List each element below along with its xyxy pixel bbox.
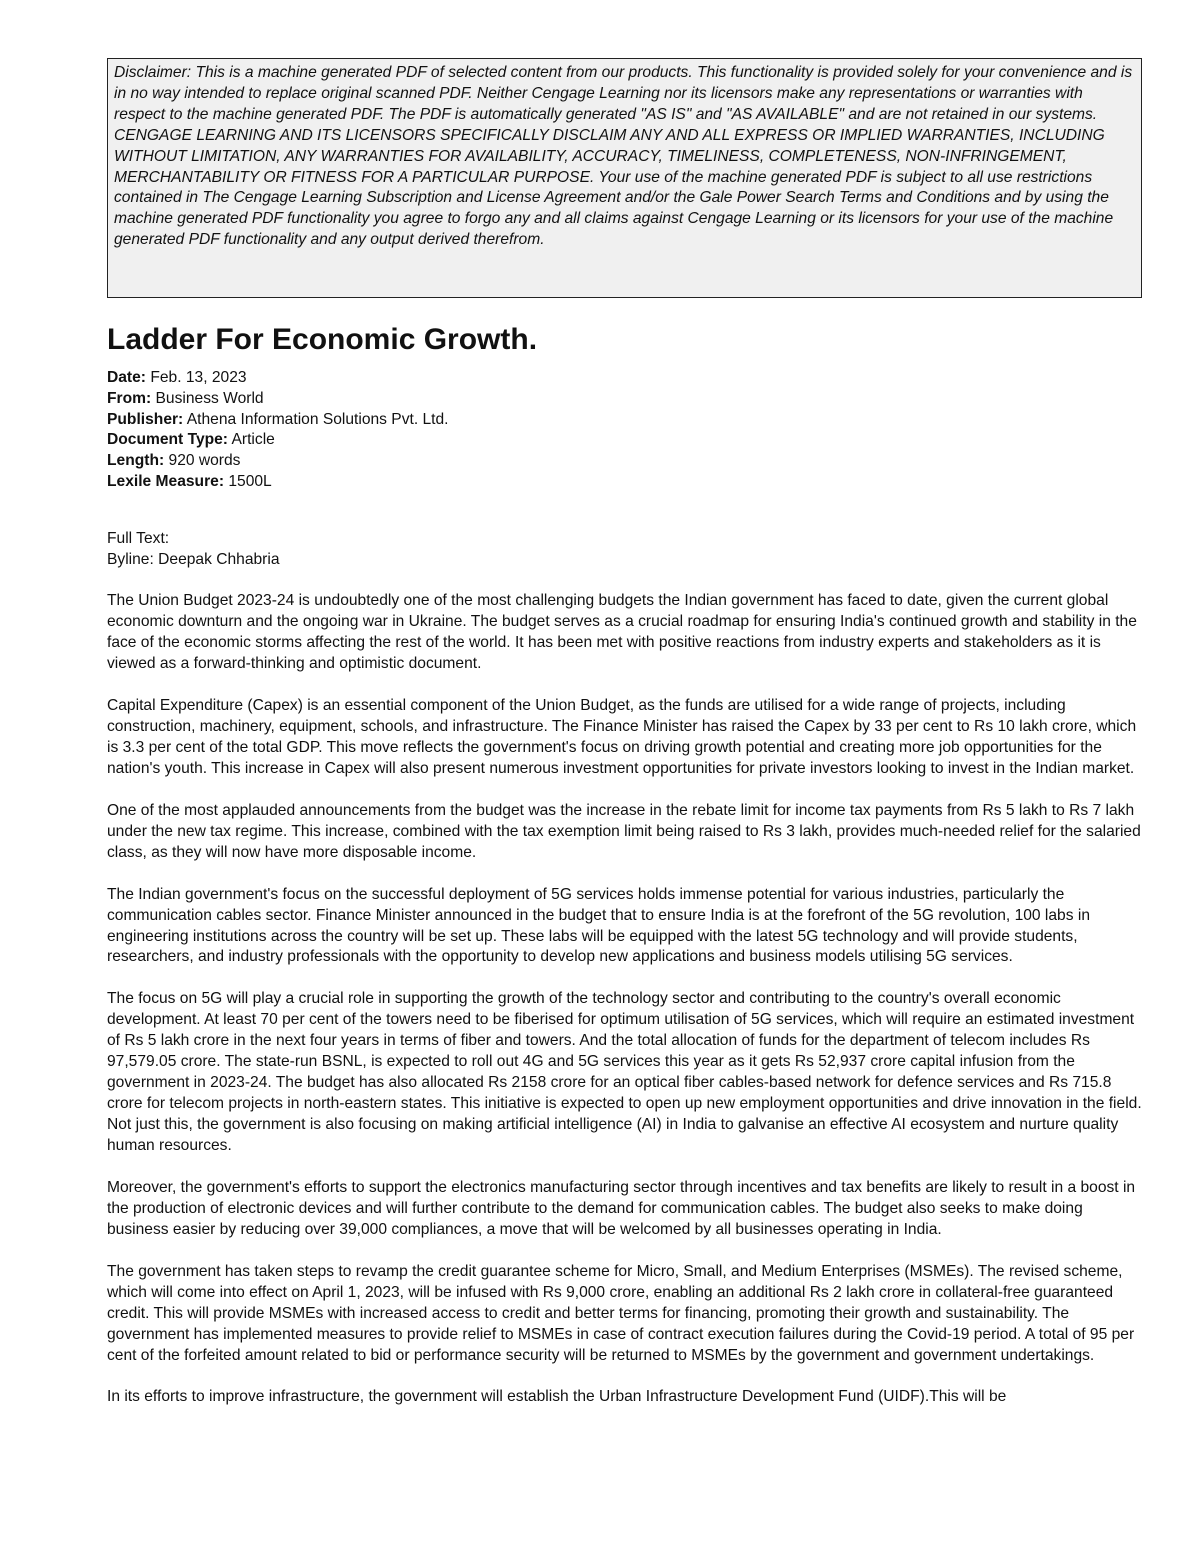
article-paragraph: The Union Budget 2023-24 is undoubtedly one of the most challenging budgets the Indian government has faced to date, given the current global economic downturn and the ongoing war in Ukraine. The budget serves as a crucial roadmap for ensuring India's continued growth and stability in the face of the economic storms affecting the rest of the world. It has been met with positive reactions from industry experts and stakeholders as it is viewed as a forward-thinking and optimistic document. — [107, 592, 1137, 673]
article-paragraph: One of the most applauded announcements from the budget was the increase in the rebate limit for income tax payments from Rs 5 lakh to Rs 7 lakh under the new tax regime. This increase, combined with the tax exemption limit being raised to Rs 3 lakh, provides much-needed relief for the salaried class, as they will now have more disposable income. — [107, 801, 1141, 861]
meta-from-label: From: — [107, 389, 152, 407]
meta-lexile — [107, 472, 1142, 493]
article-paragraph: Moreover, the government's efforts to support the electronics manufacturing sector through incentives and tax benefits are likely to result in a boost in the production of electronic devices and will further contribute to the demand for communication cables. The budget also seeks to make doing business easier by reducing over 39,000 compliances, a move that will be welcomed by all businesses operating in India. — [107, 1178, 1136, 1238]
meta-publisher-value: Athena Information Solutions Pvt. Ltd. — [186, 410, 449, 428]
article-metadata — [107, 368, 1142, 493]
article-paragraph: Capital Expenditure (Capex) is an essential component of the Union Budget, as the funds are utilised for a wide range of projects, including construction, machinery, equipment, schools, and infrastructure. The Finance Minister has raised the Capex by 33 per cent to Rs 10 lakh crore, which is 3.3 per cent of the total GDP. This move reflects the government's focus on driving growth potential and creating more job opportunities for the nation's youth. This increase in Capex will also present numerous investment opportunities for private investors looking to invest in the Indian market. — [107, 697, 1137, 777]
meta-from — [107, 389, 1142, 410]
article-paragraph: The government has taken steps to revamp the credit guarantee scheme for Micro, Small, and Medium Enterprises (MSMEs). The revised scheme, which will come into effect on April 1, 2023, will be infused with Rs 9,000 crore, enabling an additional Rs 2 lakh crore in collateral-free guaranteed credit. This will provide MSMEs with increased access to credit and better terms for financing, promoting their growth and sustainability. The government has implemented measures to provide relief to MSMEs in case of contract execution failures during the Covid-19 period. A total of 95 per cent of the forfeited amount related to bid or performance security will be returned to MSMEs by the government and government undertakings. — [107, 1262, 1135, 1364]
meta-publisher — [107, 410, 1142, 431]
full-text-header — [107, 529, 1142, 571]
document-page — [107, 58, 1142, 1408]
full-text-label: Full Text: — [107, 529, 170, 547]
meta-date-label: Date: — [107, 369, 146, 386]
meta-from-value: Business World — [155, 389, 264, 407]
meta-publisher-label: Publisher: — [107, 410, 184, 428]
meta-document-type — [107, 430, 1142, 451]
meta-length-value: 920 words — [168, 452, 241, 470]
disclaimer-box — [107, 58, 1142, 298]
meta-document-type-value: Article — [231, 431, 275, 449]
meta-length — [107, 451, 1142, 472]
meta-date-value: Feb. 13, 2023 — [150, 369, 247, 386]
disclaimer-text: Disclaimer: This is a machine generated PDF of selected content from our products. This functionality is provided solely for your convenience and is in no way intended to replace original scanned PDF. Neither Cengage Learning nor its licensors make any representations or warranties with respect to the machine generated PDF. The PDF is automatically generated "AS IS" and "AS AVAILABLE" and are not retained in our systems. CENGAGE LEARNING AND ITS LICENSORS SPECIFICALLY DISCLAIM ANY AND ALL EXPRESS OR IMPLIED WARRANTIES, INCLUDING WITHOUT LIMITATION, ANY WARRANTIES FOR AVAILABILITY, ACCURACY, TIMELINESS, COMPLETENESS, NON-INFRINGEMENT, MERCHANTABILITY OR FITNESS FOR A PARTICULAR PURPOSE. Your use of the machine generated PDF is subject to all use restrictions contained in The Cengage Learning Subscription and License Agreement and/or the Gale Power Search Terms and Conditions and by using the machine generated PDF functionality you agree to forgo any and all claims against Cengage Learning or its licensors for your use of the machine generated PDF functionality and any output derived therefrom. — [114, 64, 1133, 249]
meta-document-type-label: Document Type: — [107, 431, 229, 449]
byline: Byline: Deepak Chhabria — [107, 550, 280, 568]
meta-date — [107, 368, 1142, 389]
meta-lexile-label: Lexile Measure: — [107, 472, 225, 490]
article-title: Ladder For Economic Growth. — [107, 323, 538, 356]
article-paragraph: The Indian government's focus on the successful deployment of 5G services holds immense potential for various industries, particularly the communication cables sector. Finance Minister announced in the budget that to ensure India is at the forefront of the 5G revolution, 100 labs in engineering institutions across the country will be set up. These labs will be equipped with the latest 5G technology and will provide students, researchers, and industry professionals with the opportunity to develop new applications and business models utilising 5G services. — [107, 885, 1090, 966]
meta-lexile-value: 1500L — [228, 472, 272, 490]
meta-length-label: Length: — [107, 452, 165, 470]
article-paragraph: The focus on 5G will play a crucial role in supporting the growth of the technology sector and contributing to the country's overall economic development. At least 70 per cent of the towers need to be fiberised for optimum utilisation of 5G services, which will require an estimated investment of Rs 5 lakh crore in the next four years in terms of fiber and towers. And the total allocation of funds for the department of telecom includes Rs 97,579.05 crore. The state-run BSNL, is expected to roll out 4G and 5G services this year as it gets Rs 52,937 crore capital infusion from the government in 2023-24. The budget has also allocated Rs 2158 crore for an optical fiber cables-based network for defence services and Rs 715.8 crore for telecom projects in north-eastern states. This initiative is expected to open up new employment opportunities and drive innovation in the field. Not just this, the government is also focusing on making artificial intelligence (AI) in India to galvanise an effective AI ecosystem and nurture quality human resources. — [107, 990, 1142, 1155]
article-paragraph: In its efforts to improve infrastructure, the government will establish the Urban Infrastructure Development Fund (UIDF).This will be — [107, 1388, 1007, 1406]
article-body — [107, 591, 1142, 1408]
